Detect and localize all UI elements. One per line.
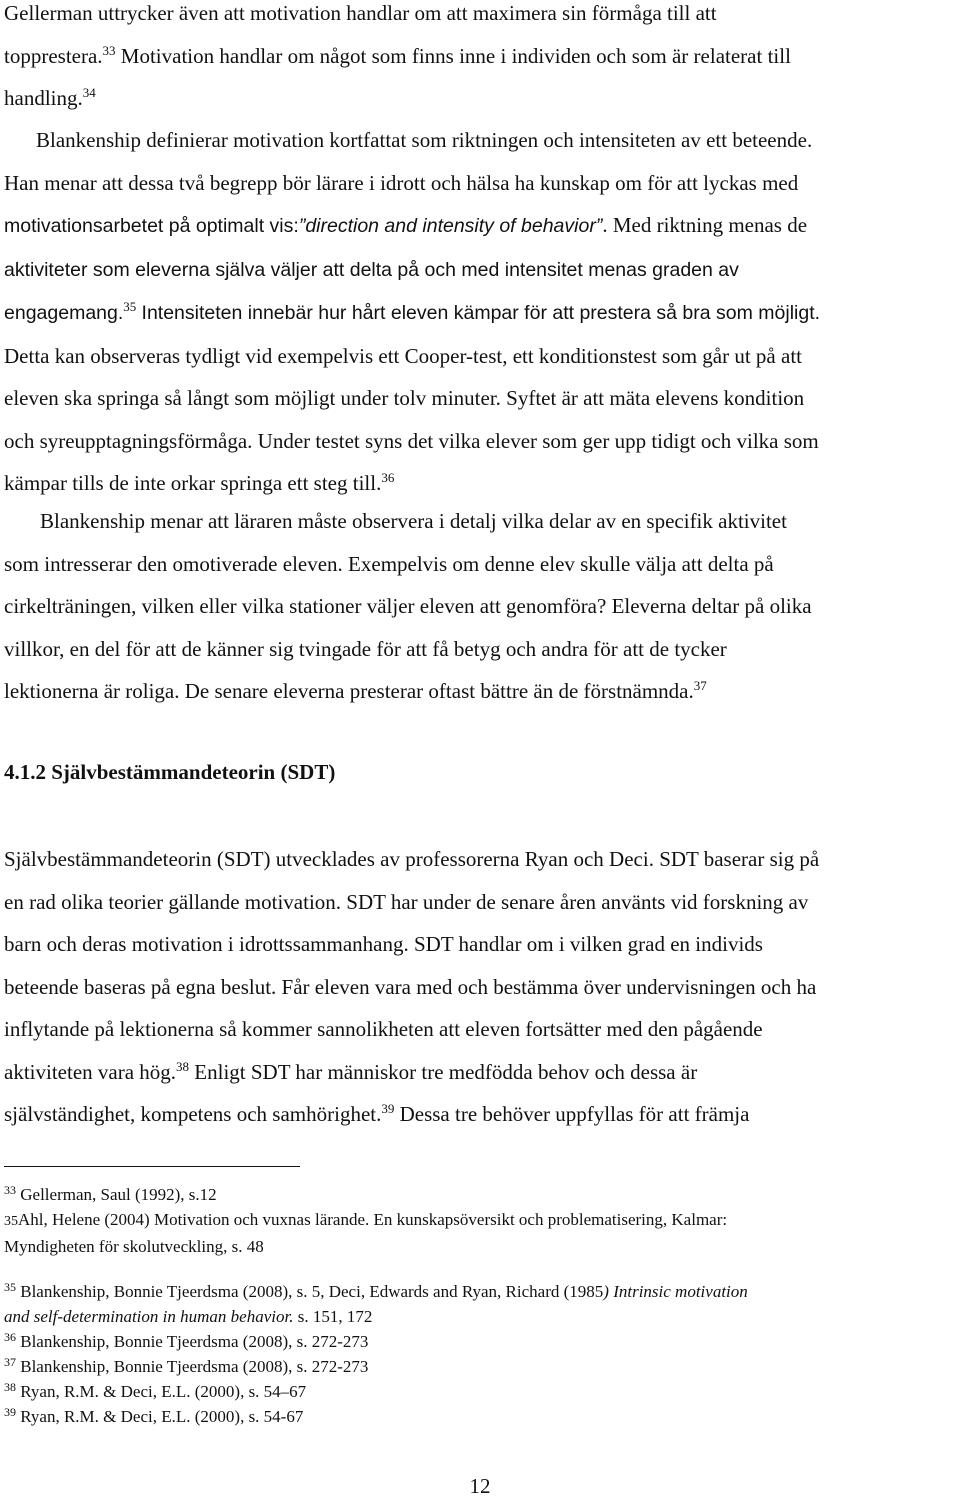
text-line: en rad olika teorier gällande motivation. SDT har under de senare åren använts vid forskning av xyxy=(4,889,809,914)
footnote-33: $^{33}$ Gellerman, Saul (1992), s.12 xyxy=(4,1183,217,1204)
emphasis-quote: direction and intensity of behavior xyxy=(305,215,596,237)
footnote-ref-33[interactable]: 33 xyxy=(102,42,116,58)
text-line: aktiviteter som eleverna själva väljer att delta på och med intensitet menas graden av xyxy=(4,258,739,281)
text-line: kämpar tills de inte orkar springa ett steg till.$^{36}$ xyxy=(4,470,395,495)
text-line: självständighet, kompetens och samhörighet.$^{39}$ Dessa tre behöver uppfyllas för att främja xyxy=(4,1101,750,1126)
text-line: lektionerna är roliga. De senare eleverna presterar oftast bättre än de förstnämnda.$^{37}$ xyxy=(4,678,707,703)
footnote-39: $^{39}$ Ryan, R.M. & Deci, E.L. (2000), s. 54-67 xyxy=(4,1405,304,1426)
text-line: handling.$^{34}$ xyxy=(4,85,96,110)
text-line: eleven ska springa så långt som möjligt under tolv minuter. Syftet är att mäta elevens kondition xyxy=(4,386,805,410)
paragraph-observation xyxy=(4,500,956,713)
footnote-ref-34[interactable]: 34 xyxy=(82,85,96,100)
footnote-ref-35[interactable]: 35 xyxy=(123,299,137,314)
footnote-separator xyxy=(4,1166,300,1167)
section-heading: 4.1.2 Självbestämmandeteorin (SDT) xyxy=(4,760,336,784)
text-line: som intresserar den omotiverade eleven. Exempelvis om denne elev skulle välja att delta på xyxy=(4,551,774,576)
footnote-ref-38[interactable]: 38 xyxy=(176,1058,190,1074)
text-line: engagemang.$^{35}$ Intensiteten innebär hur hårt eleven kämpar för att prestera så bra som möjligt. xyxy=(4,299,821,324)
text-line: motivationsarbetet på optimalt vis:”direction and intensity of behavior”. Med riktning menas de xyxy=(4,213,808,237)
text-line: villkor, en del för att de känner sig tvingade för att få betyg och andra för att de tycker xyxy=(4,636,727,661)
page-number: 12 xyxy=(469,1474,491,1498)
text-line: Detta kan observeras tydligt vid exempelvis ett Cooper-test, ett konditionstest som går ut på att xyxy=(4,343,802,368)
text-line: inflytande på lektionerna så kommer sannolikheten att eleven fortsätter med den pågående xyxy=(4,1017,763,1041)
text-line: beteende baseras på egna beslut. Får eleven vara med och bestämma över undervisningen och ha xyxy=(4,974,817,999)
footnote-35: $^{35}$ Blankenship, Bonnie Tjeerdsma (2008), s. 5, Deci, Edwards and Ryan, Richard (1985) Intrinsic motivation and self-determination in human behavior. s. 151, 172 xyxy=(4,1280,748,1326)
text-line: barn och deras motivation i idrottssammanhang. SDT handlar om i vilken grad en individs xyxy=(4,932,763,956)
paragraph-sdt xyxy=(4,838,956,1136)
footnote-37: $^{37}$ Blankenship, Bonnie Tjeerdsma (2008), s. 272-273 xyxy=(4,1355,369,1376)
text-line: och syreupptagningsförmåga. Under testet syns det vilka elever som ger upp tidigt och vilka som xyxy=(4,428,819,453)
text-line: aktiviteten vara hög.$^{38}$ Enligt SDT har människor tre medfödda behov och dessa är xyxy=(4,1058,698,1084)
footnote-ref-39[interactable]: 39 xyxy=(381,1101,395,1116)
footnote-ref-36[interactable]: 36 xyxy=(381,470,395,485)
footnote-ref-37[interactable]: 37 xyxy=(693,678,707,693)
footnote-36: $^{36}$ Blankenship, Bonnie Tjeerdsma (2008), s. 272-273 xyxy=(4,1330,369,1351)
footnote-35-ahl: 35Ahl, Helene (2004) Motivation och vuxnas lärande. En kunskapsöversikt och problematisering, Kalmar: Myndigheten för skolutveckling, s. 48 xyxy=(4,1210,728,1256)
paragraph-motivation-intro xyxy=(4,0,956,120)
paragraph-blankenship-definition xyxy=(4,119,956,505)
text-line: Självbestämmandeteorin (SDT) utvecklades av professorerna Ryan och Deci. SDT baserar sig på xyxy=(4,847,820,871)
text-line: Blankenship menar att läraren måste observera i detalj vilka delar av en specifik aktivitet xyxy=(40,509,787,533)
text-line: topprestera.$^{33}$ Motivation handlar om något som finns inne i individen och som är relaterat till xyxy=(4,42,791,68)
text-line: Han menar att dessa två begrepp bör lärare i idrott och hälsa ha kunskap om för att lyckas med xyxy=(4,170,799,195)
text-line: Blankenship definierar motivation kortfattat som riktningen och intensiteten av ett beteende. xyxy=(36,128,813,152)
text-line: cirkelträningen, vilken eller vilka stationer väljer eleven att genomföra? Eleverna deltar på olika xyxy=(4,594,812,618)
text-line: Gellerman uttrycker även att motivation handlar om att maximera sin förmåga till att xyxy=(4,1,717,25)
footnote-38: $^{38}$ Ryan, R.M. & Deci, E.L. (2000), s. 54–67 xyxy=(4,1380,307,1401)
